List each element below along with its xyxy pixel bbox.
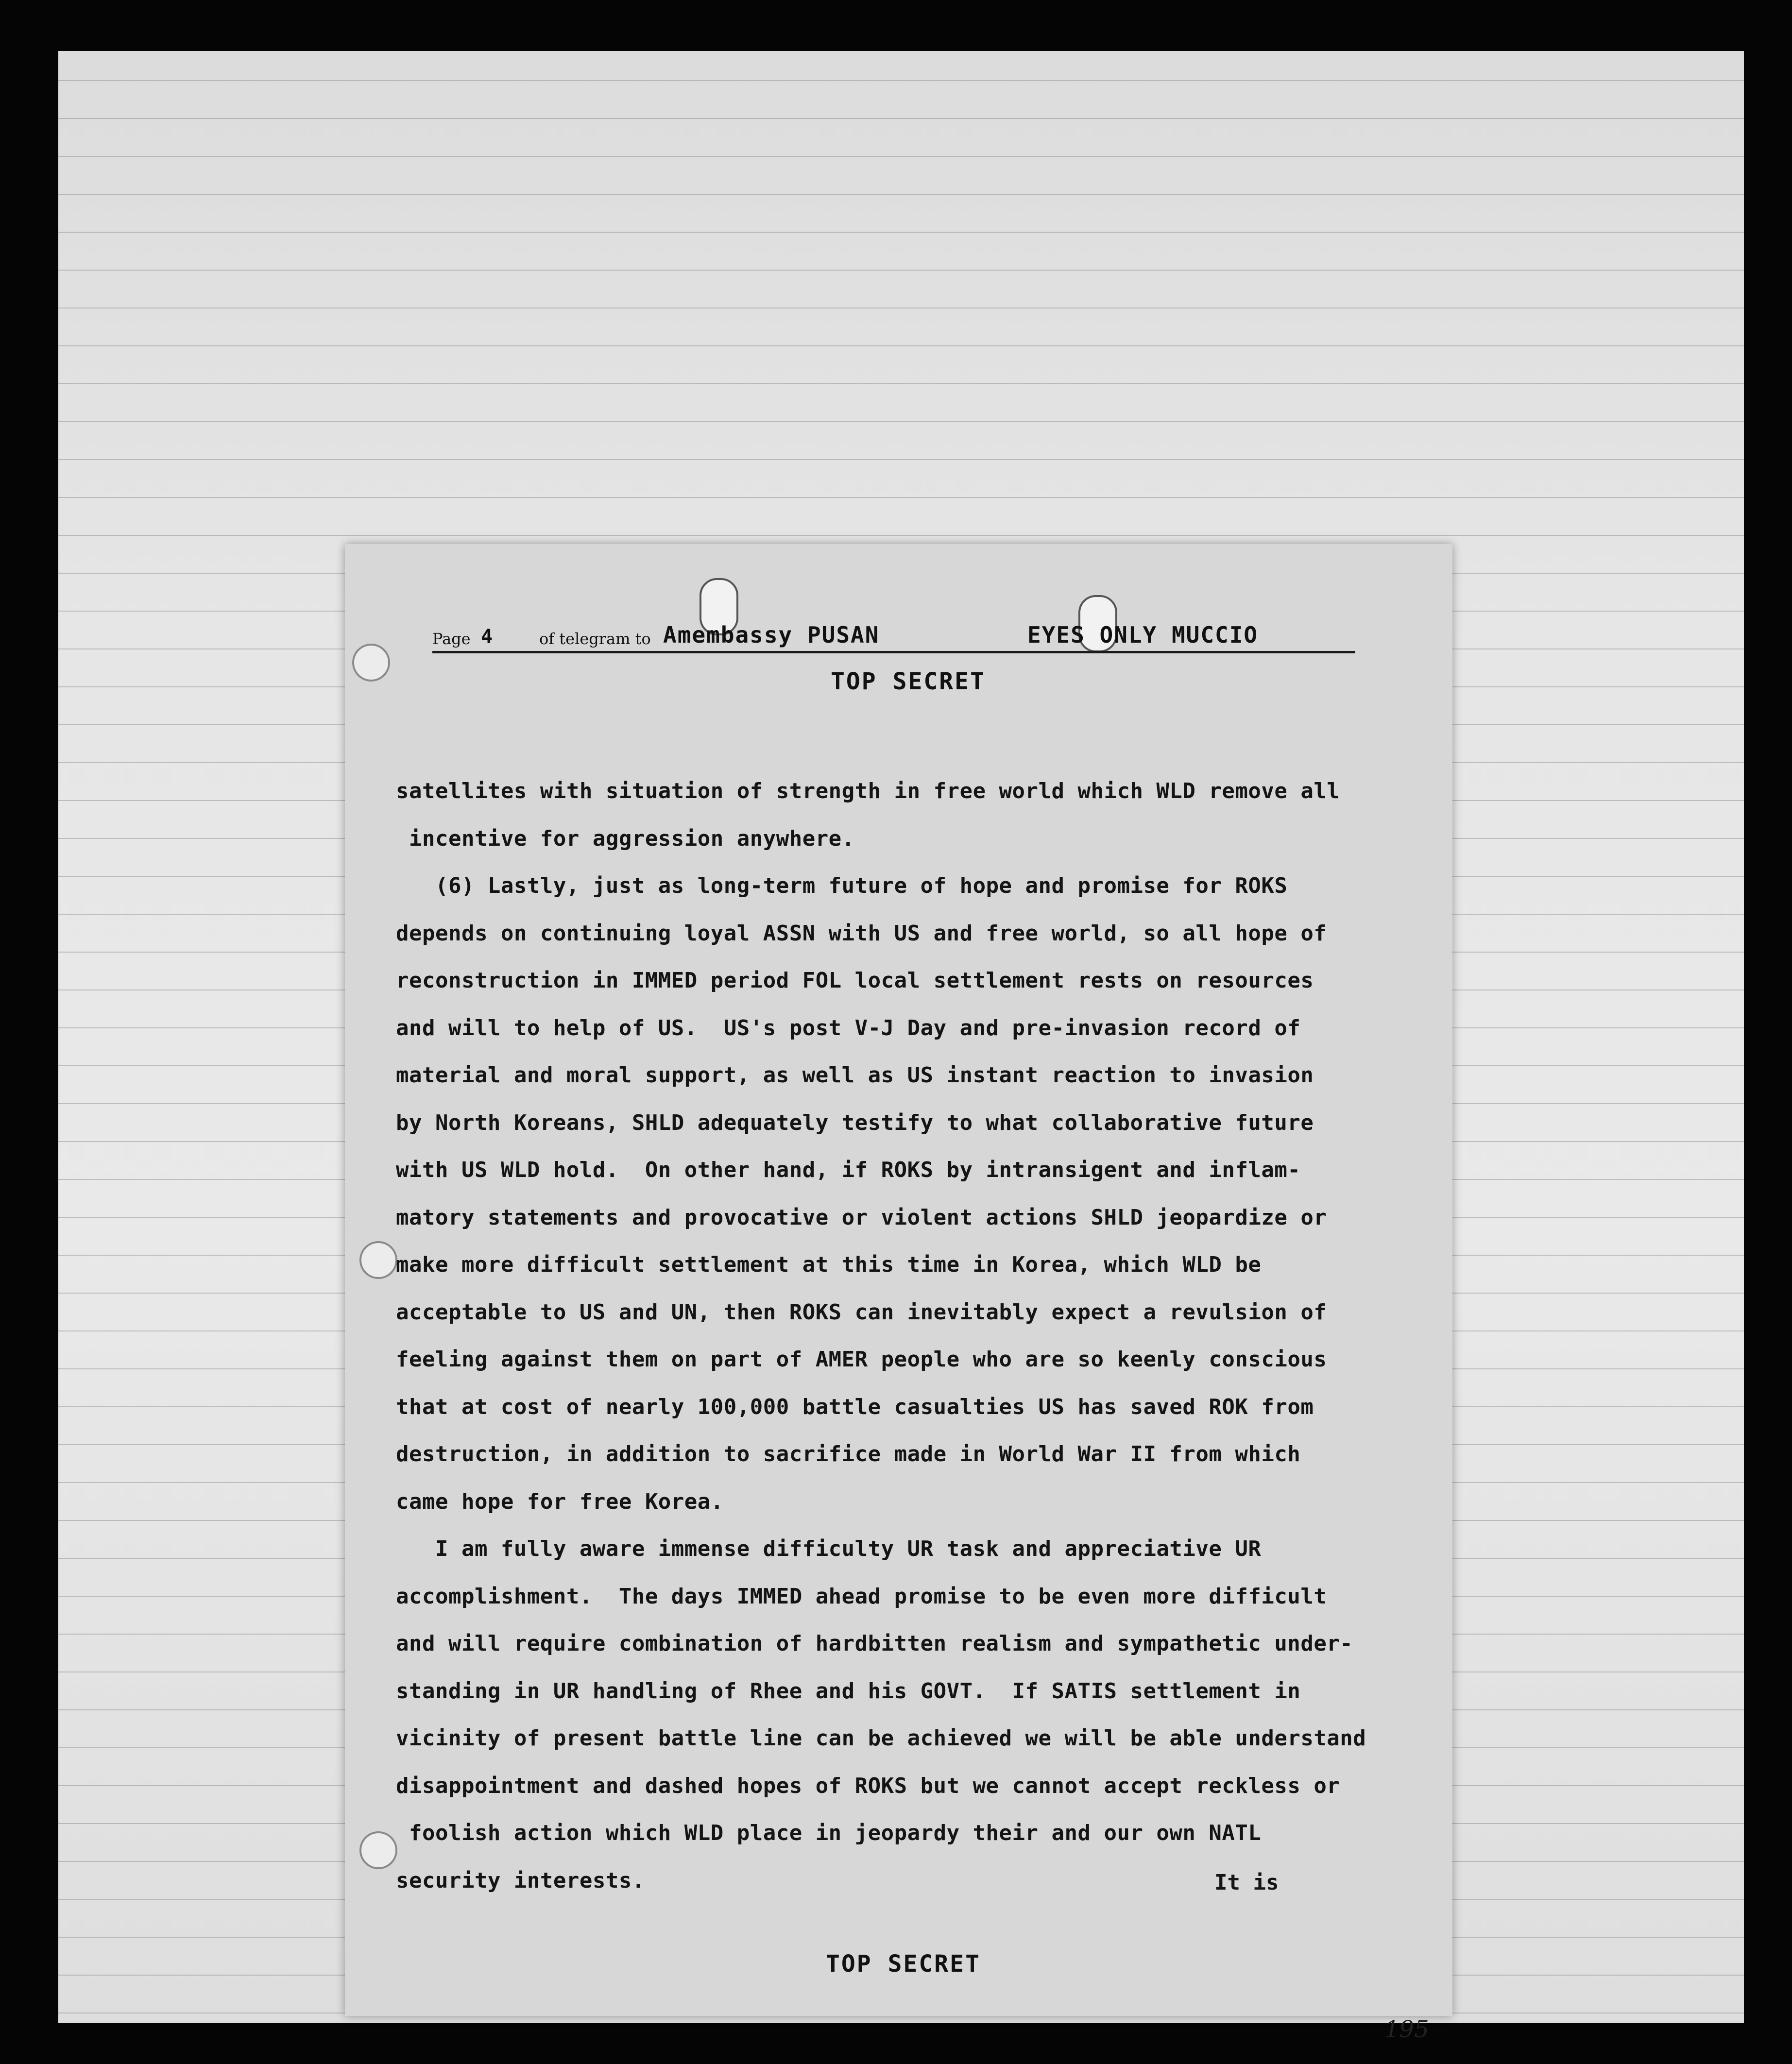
body-line: I am fully aware immense difficulty UR task and appreciative UR bbox=[396, 1536, 1262, 1561]
body-line: acceptable to US and UN, then ROKS can inevitably expect a revulsion of bbox=[396, 1299, 1327, 1325]
closing-text: It is bbox=[1214, 1870, 1279, 1895]
body-line: incentive for aggression anywhere. bbox=[396, 826, 855, 851]
classification-top: TOP SECRET bbox=[831, 668, 986, 695]
telegram-to-label: of telegram to bbox=[539, 630, 651, 648]
punch-hole-bottom bbox=[359, 1831, 397, 1869]
backing-rule bbox=[58, 270, 1744, 271]
body-line: security interests. bbox=[396, 1868, 645, 1893]
body-line: came hope for free Korea. bbox=[396, 1489, 724, 1514]
telegram-body bbox=[396, 768, 1435, 1904]
telegram-header bbox=[432, 617, 1355, 653]
body-line: feeling against them on part of AMER people who are so keenly conscious bbox=[396, 1347, 1327, 1372]
addressee: Amembassy PUSAN bbox=[663, 622, 880, 648]
body-line: by North Koreans, SHLD adequately testify to what collaborative future bbox=[396, 1110, 1314, 1135]
backing-rule bbox=[58, 459, 1744, 460]
backing-rule bbox=[58, 232, 1744, 233]
backing-rule bbox=[58, 118, 1744, 119]
punch-hole-top bbox=[352, 644, 390, 682]
body-line: matory statements and provocative or violent actions SHLD jeopardize or bbox=[396, 1205, 1327, 1230]
body-line: accomplishment. The days IMMED ahead promise to be even more difficult bbox=[396, 1584, 1327, 1609]
body-line: foolish action which WLD place in jeopardy their and our own NATL bbox=[396, 1821, 1262, 1845]
backing-rule bbox=[58, 307, 1744, 308]
body-line: and will require combination of hardbitten realism and sympathetic under- bbox=[396, 1631, 1353, 1656]
backing-rule bbox=[58, 194, 1744, 195]
body-line: material and moral support, as well as US instant reaction to invasion bbox=[396, 1063, 1314, 1088]
body-line: that at cost of nearly 100,000 battle casualties US has saved ROK from bbox=[396, 1394, 1314, 1419]
body-line: with US WLD hold. On other hand, if ROKS by intransigent and inflam- bbox=[396, 1158, 1301, 1182]
backing-rule bbox=[58, 535, 1744, 536]
body-line: depends on continuing loyal ASSN with US and free world, so all hope of bbox=[396, 921, 1327, 946]
classification-bottom: TOP SECRET bbox=[826, 1950, 981, 1978]
body-line: standing in UR handling of Rhee and his GOVT. If SATIS settlement in bbox=[396, 1678, 1301, 1704]
backing-rule bbox=[58, 80, 1744, 81]
body-line: and will to help of US. US's post V-J Day and pre-invasion record of bbox=[396, 1015, 1301, 1041]
backing-rule bbox=[58, 421, 1744, 422]
handwritten-page-number: 195 bbox=[1384, 2016, 1429, 2043]
punch-hole-middle bbox=[359, 1241, 397, 1279]
body-line: vicinity of present battle line can be achieved we will be able understand bbox=[396, 1726, 1366, 1751]
backing-rule bbox=[58, 497, 1744, 498]
eyes-only-line: EYES ONLY MUCCIO bbox=[1027, 622, 1259, 648]
body-line: disappointment and dashed hopes of ROKS but we cannot accept reckless or bbox=[396, 1773, 1340, 1798]
page-label: Page bbox=[432, 630, 471, 648]
backing-rule bbox=[58, 156, 1744, 157]
backing-rule bbox=[58, 345, 1744, 346]
page-number: 4 bbox=[481, 626, 494, 648]
body-line: destruction, in addition to sacrifice made in World War II from which bbox=[396, 1442, 1301, 1467]
body-line: (6) Lastly, just as long-term future of hope and promise for ROKS bbox=[396, 873, 1288, 898]
body-line: reconstruction in IMMED period FOL local settlement rests on resources bbox=[396, 968, 1314, 993]
backing-rule bbox=[58, 383, 1744, 384]
body-line: make more difficult settlement at this time in Korea, which WLD be bbox=[396, 1252, 1262, 1277]
body-line: satellites with situation of strength in free world which WLD remove all bbox=[396, 779, 1340, 803]
